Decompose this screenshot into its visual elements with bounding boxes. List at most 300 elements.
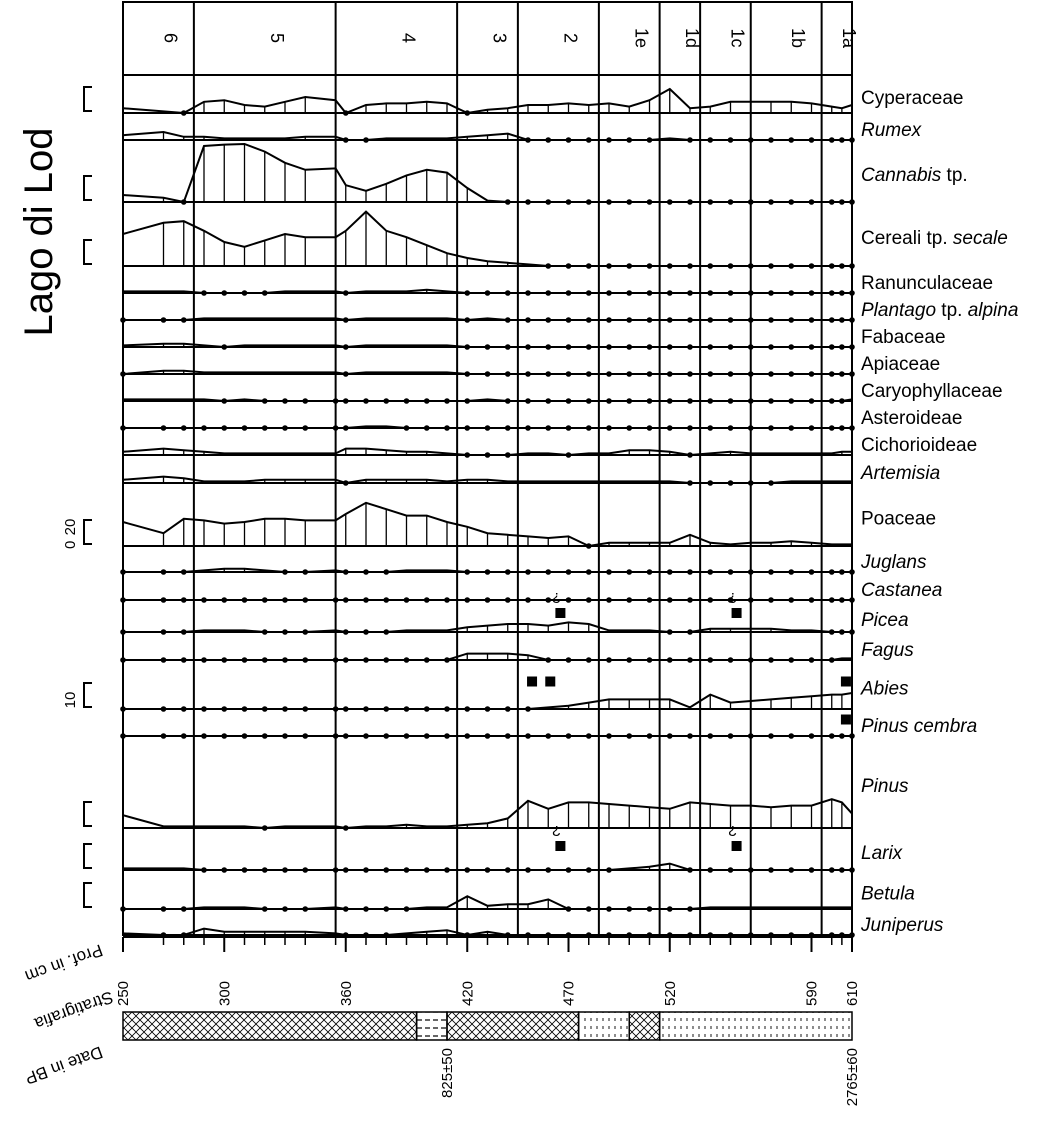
taxon-label-pinus: Pinus bbox=[861, 776, 909, 797]
absent-sample-dot bbox=[262, 398, 268, 404]
absent-sample-dot bbox=[829, 629, 835, 635]
absent-sample-dot bbox=[181, 569, 187, 575]
scale-bracket bbox=[84, 683, 92, 707]
absent-sample-dot bbox=[829, 733, 835, 739]
absent-sample-dot bbox=[768, 597, 774, 603]
absent-sample-dot bbox=[485, 733, 491, 739]
absent-sample-dot bbox=[768, 290, 774, 296]
absent-sample-dot bbox=[201, 733, 207, 739]
absent-sample-dot bbox=[707, 371, 713, 377]
absent-sample-dot bbox=[748, 480, 754, 486]
radiocarbon-date: 825±50 bbox=[439, 1048, 456, 1098]
absent-sample-dot bbox=[343, 425, 349, 431]
uncertain-mark: ? bbox=[552, 589, 561, 606]
absent-sample-dot bbox=[687, 906, 693, 912]
absent-sample-dot bbox=[839, 425, 845, 431]
absent-sample-dot bbox=[829, 657, 835, 663]
absent-sample-dot bbox=[424, 398, 430, 404]
zone-header bbox=[123, 2, 859, 935]
absent-sample-dot bbox=[809, 317, 815, 323]
site-title: Lago di Lod bbox=[17, 127, 61, 337]
absent-sample-dot bbox=[333, 398, 339, 404]
absent-sample-dot bbox=[788, 371, 794, 377]
absent-sample-dot bbox=[242, 290, 248, 296]
series-cyperaceae bbox=[84, 87, 852, 116]
absent-sample-dot bbox=[302, 867, 308, 873]
absent-sample-dot bbox=[606, 425, 612, 431]
absent-sample-dot bbox=[667, 425, 673, 431]
absent-sample-dot bbox=[545, 733, 551, 739]
absent-sample-dot bbox=[545, 569, 551, 575]
absent-sample-dot bbox=[566, 867, 572, 873]
absent-sample-dot bbox=[545, 344, 551, 350]
absent-sample-dot bbox=[383, 569, 389, 575]
absent-sample-dot bbox=[201, 290, 207, 296]
absent-sample-dot bbox=[809, 263, 815, 269]
absent-sample-dot bbox=[505, 398, 511, 404]
absent-sample-dot bbox=[464, 733, 470, 739]
absent-sample-dot bbox=[788, 597, 794, 603]
absent-sample-dot bbox=[667, 597, 673, 603]
absent-sample-dot bbox=[464, 398, 470, 404]
absent-sample-dot bbox=[586, 906, 592, 912]
zone-label-2: 2 bbox=[560, 32, 581, 44]
scale-bracket bbox=[84, 240, 92, 264]
absent-sample-dot bbox=[667, 398, 673, 404]
absent-sample-dot bbox=[333, 706, 339, 712]
absent-sample-dot bbox=[748, 398, 754, 404]
absent-sample-dot bbox=[707, 597, 713, 603]
absent-sample-dot bbox=[839, 629, 845, 635]
absent-sample-dot bbox=[333, 657, 339, 663]
scale-twenty: 20 bbox=[62, 518, 79, 536]
absent-sample-dot bbox=[728, 733, 734, 739]
series-cannabis-tp bbox=[84, 144, 855, 205]
absent-sample-dot bbox=[161, 317, 167, 323]
absent-sample-dot bbox=[586, 137, 592, 143]
taxon-label-plantago-tp-alpina: Plantago tp. alpina bbox=[861, 300, 1019, 321]
absent-sample-dot bbox=[363, 733, 369, 739]
absent-sample-dot bbox=[181, 657, 187, 663]
absent-sample-dot bbox=[748, 867, 754, 873]
absent-sample-dot bbox=[282, 425, 288, 431]
absent-sample-dot bbox=[343, 317, 349, 323]
absent-sample-dot bbox=[566, 569, 572, 575]
absent-sample-dot bbox=[343, 569, 349, 575]
absent-sample-dot bbox=[383, 733, 389, 739]
absent-sample-dot bbox=[302, 425, 308, 431]
absent-sample-dot bbox=[404, 398, 410, 404]
absent-sample-dot bbox=[606, 199, 612, 205]
absent-sample-dot bbox=[647, 597, 653, 603]
absent-sample-dot bbox=[302, 629, 308, 635]
absent-sample-dot bbox=[647, 425, 653, 431]
absent-sample-dot bbox=[667, 733, 673, 739]
absent-sample-dot bbox=[566, 290, 572, 296]
absent-sample-dot bbox=[545, 371, 551, 377]
taxon-label-picea: Picea bbox=[861, 610, 909, 631]
absent-sample-dot bbox=[707, 344, 713, 350]
absent-sample-dot bbox=[525, 597, 531, 603]
absent-sample-dot bbox=[566, 906, 572, 912]
absent-sample-dot bbox=[464, 317, 470, 323]
absent-sample-dot bbox=[404, 657, 410, 663]
scale-bracket bbox=[84, 176, 92, 200]
absent-sample-dot bbox=[404, 733, 410, 739]
absent-sample-dot bbox=[748, 290, 754, 296]
absent-sample-dot bbox=[424, 867, 430, 873]
absent-sample-dot bbox=[626, 344, 632, 350]
zone-label-6: 6 bbox=[160, 32, 181, 44]
absent-sample-dot bbox=[707, 199, 713, 205]
absent-sample-dot bbox=[525, 371, 531, 377]
absent-sample-dot bbox=[343, 706, 349, 712]
absent-sample-dot bbox=[161, 906, 167, 912]
absent-sample-dot bbox=[464, 290, 470, 296]
taxon-label-asteroideae: Asteroideae bbox=[861, 408, 963, 429]
absent-sample-dot bbox=[505, 199, 511, 205]
depth-tick-label: 470 bbox=[560, 980, 578, 1006]
absent-sample-dot bbox=[586, 657, 592, 663]
taxa-curves bbox=[84, 75, 855, 938]
absent-sample-dot bbox=[667, 199, 673, 205]
absent-sample-dot bbox=[464, 371, 470, 377]
absent-sample-dot bbox=[586, 344, 592, 350]
absent-sample-dot bbox=[566, 425, 572, 431]
absent-sample-dot bbox=[566, 733, 572, 739]
absent-sample-dot bbox=[586, 425, 592, 431]
absent-sample-dot bbox=[181, 706, 187, 712]
absent-sample-dot bbox=[626, 290, 632, 296]
absent-sample-dot bbox=[505, 733, 511, 739]
absent-sample-dot bbox=[545, 597, 551, 603]
absent-sample-dot bbox=[788, 425, 794, 431]
absent-sample-dot bbox=[383, 629, 389, 635]
absent-sample-dot bbox=[566, 452, 572, 458]
zone-label-1b: 1b bbox=[788, 27, 809, 49]
absent-sample-dot bbox=[839, 290, 845, 296]
absent-sample-dot bbox=[262, 629, 268, 635]
absent-sample-dot bbox=[839, 344, 845, 350]
absent-sample-dot bbox=[343, 906, 349, 912]
series-caryophyllaceae bbox=[123, 398, 852, 404]
absent-sample-dot bbox=[626, 398, 632, 404]
absent-sample-dot bbox=[586, 199, 592, 205]
absent-sample-dot bbox=[606, 569, 612, 575]
absent-sample-dot bbox=[809, 733, 815, 739]
absent-sample-dot bbox=[687, 629, 693, 635]
absent-sample-dot bbox=[464, 452, 470, 458]
absent-sample-dot bbox=[302, 733, 308, 739]
absent-sample-dot bbox=[343, 597, 349, 603]
absent-sample-dot bbox=[464, 597, 470, 603]
absent-sample-dot bbox=[404, 867, 410, 873]
series-asteroideae bbox=[120, 425, 855, 431]
macrofossil-marker bbox=[732, 841, 742, 851]
absent-sample-dot bbox=[626, 371, 632, 377]
absent-sample-dot bbox=[748, 137, 754, 143]
absent-sample-dot bbox=[444, 597, 450, 603]
absent-sample-dot bbox=[464, 110, 470, 116]
absent-sample-dot bbox=[748, 371, 754, 377]
taxon-label-artemisia: Artemisia bbox=[861, 463, 941, 484]
absent-sample-dot bbox=[586, 317, 592, 323]
absent-sample-dot bbox=[687, 733, 693, 739]
absent-sample-dot bbox=[181, 733, 187, 739]
absent-sample-dot bbox=[788, 569, 794, 575]
absent-sample-dot bbox=[748, 317, 754, 323]
depth-tick-label: 300 bbox=[216, 980, 234, 1006]
absent-sample-dot bbox=[242, 657, 248, 663]
depth-axis-label: Prof. in cm bbox=[22, 940, 106, 986]
absent-sample-dot bbox=[302, 906, 308, 912]
absent-sample-dot bbox=[262, 867, 268, 873]
absent-sample-dot bbox=[221, 344, 227, 350]
absent-sample-dot bbox=[788, 137, 794, 143]
absent-sample-dot bbox=[667, 317, 673, 323]
absent-sample-dot bbox=[687, 480, 693, 486]
zone-label-1c: 1c bbox=[727, 28, 748, 48]
absent-sample-dot bbox=[647, 199, 653, 205]
absent-sample-dot bbox=[586, 867, 592, 873]
macrofossil-marker bbox=[841, 677, 851, 687]
absent-sample-dot bbox=[728, 137, 734, 143]
absent-sample-dot bbox=[768, 867, 774, 873]
absent-sample-dot bbox=[302, 398, 308, 404]
series-abies bbox=[84, 683, 852, 712]
absent-sample-dot bbox=[839, 398, 845, 404]
taxon-label-cereali-tp-secale: Cereali tp. secale bbox=[861, 228, 1008, 249]
absent-sample-dot bbox=[687, 263, 693, 269]
series-juglans bbox=[120, 569, 855, 575]
absent-sample-dot bbox=[383, 657, 389, 663]
taxon-label-poaceae: Poaceae bbox=[861, 508, 937, 530]
absent-sample-dot bbox=[606, 344, 612, 350]
depth-tick-label: 520 bbox=[661, 980, 679, 1006]
absent-sample-dot bbox=[626, 137, 632, 143]
absent-sample-dot bbox=[343, 137, 349, 143]
absent-sample-dot bbox=[525, 317, 531, 323]
absent-sample-dot bbox=[444, 425, 450, 431]
absent-sample-dot bbox=[545, 137, 551, 143]
absent-sample-dot bbox=[161, 706, 167, 712]
absent-sample-dot bbox=[748, 344, 754, 350]
absent-sample-dot bbox=[282, 398, 288, 404]
absent-sample-dot bbox=[748, 657, 754, 663]
absent-sample-dot bbox=[687, 425, 693, 431]
absent-sample-dot bbox=[282, 706, 288, 712]
stratigraphy-column bbox=[123, 1012, 852, 1040]
absent-sample-dot bbox=[242, 597, 248, 603]
depth-axis bbox=[115, 937, 861, 1006]
absent-sample-dot bbox=[626, 906, 632, 912]
absent-sample-dot bbox=[586, 290, 592, 296]
taxon-label-fagus: Fagus bbox=[861, 640, 914, 661]
series-plantago-tp-alpina bbox=[120, 317, 855, 323]
absent-sample-dot bbox=[343, 290, 349, 296]
absent-sample-dot bbox=[788, 199, 794, 205]
taxon-label-betula: Betula bbox=[861, 883, 915, 905]
absent-sample-dot bbox=[545, 263, 551, 269]
absent-sample-dot bbox=[161, 569, 167, 575]
series-picea bbox=[120, 622, 855, 634]
series-rumex bbox=[123, 132, 855, 143]
absent-sample-dot bbox=[687, 569, 693, 575]
absent-sample-dot bbox=[302, 657, 308, 663]
absent-sample-dot bbox=[302, 706, 308, 712]
absent-sample-dot bbox=[707, 137, 713, 143]
absent-sample-dot bbox=[647, 371, 653, 377]
absent-sample-dot bbox=[282, 733, 288, 739]
absent-sample-dot bbox=[667, 569, 673, 575]
absent-sample-dot bbox=[181, 199, 187, 205]
absent-sample-dot bbox=[242, 867, 248, 873]
absent-sample-dot bbox=[748, 263, 754, 269]
absent-sample-dot bbox=[262, 733, 268, 739]
absent-sample-dot bbox=[667, 290, 673, 296]
absent-sample-dot bbox=[525, 569, 531, 575]
absent-sample-dot bbox=[647, 398, 653, 404]
absent-sample-dot bbox=[626, 425, 632, 431]
absent-sample-dot bbox=[809, 344, 815, 350]
taxa-labels bbox=[860, 88, 1018, 936]
absent-sample-dot bbox=[728, 344, 734, 350]
absent-sample-dot bbox=[606, 597, 612, 603]
absent-sample-dot bbox=[788, 867, 794, 873]
absent-sample-dot bbox=[485, 597, 491, 603]
absent-sample-dot bbox=[728, 263, 734, 269]
absent-sample-dot bbox=[788, 733, 794, 739]
radiocarbon-dates bbox=[439, 1048, 861, 1106]
absent-sample-dot bbox=[768, 263, 774, 269]
absent-sample-dot bbox=[606, 867, 612, 873]
absent-sample-dot bbox=[404, 597, 410, 603]
strat-layer-crosshatch bbox=[123, 1012, 417, 1040]
taxon-label-cichorioideae: Cichorioideae bbox=[861, 435, 978, 456]
absent-sample-dot bbox=[647, 657, 653, 663]
absent-sample-dot bbox=[647, 733, 653, 739]
uncertain-mark: ? bbox=[728, 822, 737, 839]
absent-sample-dot bbox=[302, 569, 308, 575]
absent-sample-dot bbox=[363, 137, 369, 143]
absent-sample-dot bbox=[586, 597, 592, 603]
absent-sample-dot bbox=[687, 344, 693, 350]
absent-sample-dot bbox=[424, 733, 430, 739]
zone-label-3: 3 bbox=[489, 32, 510, 44]
absent-sample-dot bbox=[687, 867, 693, 873]
absent-sample-dot bbox=[525, 290, 531, 296]
absent-sample-dot bbox=[221, 867, 227, 873]
absent-sample-dot bbox=[262, 825, 268, 831]
absent-sample-dot bbox=[809, 569, 815, 575]
absent-sample-dot bbox=[363, 706, 369, 712]
absent-sample-dot bbox=[768, 317, 774, 323]
absent-sample-dot bbox=[505, 597, 511, 603]
absent-sample-dot bbox=[343, 344, 349, 350]
absent-sample-dot bbox=[768, 371, 774, 377]
absent-sample-dot bbox=[687, 371, 693, 377]
absent-sample-dot bbox=[829, 398, 835, 404]
absent-sample-dot bbox=[748, 733, 754, 739]
absent-sample-dot bbox=[728, 425, 734, 431]
depth-tick-label: 590 bbox=[803, 980, 821, 1006]
taxon-label-cyperaceae: Cyperaceae bbox=[861, 88, 964, 109]
absent-sample-dot bbox=[707, 733, 713, 739]
absent-sample-dot bbox=[687, 290, 693, 296]
absent-sample-dot bbox=[424, 425, 430, 431]
absent-sample-dot bbox=[343, 629, 349, 635]
absent-sample-dot bbox=[809, 425, 815, 431]
absent-sample-dot bbox=[728, 290, 734, 296]
strat-layer-dot bbox=[579, 1012, 630, 1040]
absent-sample-dot bbox=[464, 867, 470, 873]
absent-sample-dot bbox=[201, 706, 207, 712]
absent-sample-dot bbox=[485, 706, 491, 712]
absent-sample-dot bbox=[829, 137, 835, 143]
absent-sample-dot bbox=[586, 569, 592, 575]
stratigraphy-axis-label: Stratigrafia bbox=[32, 987, 116, 1034]
absent-sample-dot bbox=[839, 317, 845, 323]
absent-sample-dot bbox=[545, 425, 551, 431]
absent-sample-dot bbox=[829, 867, 835, 873]
absent-sample-dot bbox=[606, 290, 612, 296]
absent-sample-dot bbox=[343, 825, 349, 831]
absent-sample-dot bbox=[262, 706, 268, 712]
absent-sample-dot bbox=[242, 425, 248, 431]
absent-sample-dot bbox=[687, 452, 693, 458]
absent-sample-dot bbox=[626, 569, 632, 575]
absent-sample-dot bbox=[606, 733, 612, 739]
absent-sample-dot bbox=[839, 733, 845, 739]
absent-sample-dot bbox=[566, 371, 572, 377]
absent-sample-dot bbox=[221, 597, 227, 603]
absent-sample-dot bbox=[181, 597, 187, 603]
absent-sample-dot bbox=[464, 425, 470, 431]
absent-sample-dot bbox=[768, 344, 774, 350]
absent-sample-dot bbox=[181, 629, 187, 635]
absent-sample-dot bbox=[707, 867, 713, 873]
absent-sample-dot bbox=[282, 906, 288, 912]
absent-sample-dot bbox=[262, 425, 268, 431]
absent-sample-dot bbox=[707, 263, 713, 269]
absent-sample-dot bbox=[343, 657, 349, 663]
absent-sample-dot bbox=[768, 137, 774, 143]
absent-sample-dot bbox=[201, 597, 207, 603]
absent-sample-dot bbox=[566, 657, 572, 663]
absent-sample-dot bbox=[363, 629, 369, 635]
absent-sample-dot bbox=[363, 657, 369, 663]
taxon-label-cannabis-tp: Cannabis tp. bbox=[861, 165, 968, 186]
absent-sample-dot bbox=[485, 867, 491, 873]
absent-sample-dot bbox=[809, 867, 815, 873]
taxon-label-larix: Larix bbox=[861, 843, 903, 864]
absent-sample-dot bbox=[333, 597, 339, 603]
series-cichorioideae bbox=[123, 449, 852, 458]
absent-sample-dot bbox=[829, 344, 835, 350]
absent-sample-dot bbox=[566, 597, 572, 603]
absent-sample-dot bbox=[647, 290, 653, 296]
macrofossil-marker bbox=[841, 715, 851, 725]
zone-label-1d: 1d bbox=[681, 27, 702, 49]
absent-sample-dot bbox=[485, 452, 491, 458]
absent-sample-dot bbox=[667, 263, 673, 269]
absent-sample-dot bbox=[768, 657, 774, 663]
scale-bracket bbox=[84, 844, 92, 868]
scale-bracket bbox=[84, 883, 92, 907]
series-apiaceae bbox=[120, 371, 855, 377]
absent-sample-dot bbox=[444, 657, 450, 663]
absent-sample-dot bbox=[768, 398, 774, 404]
